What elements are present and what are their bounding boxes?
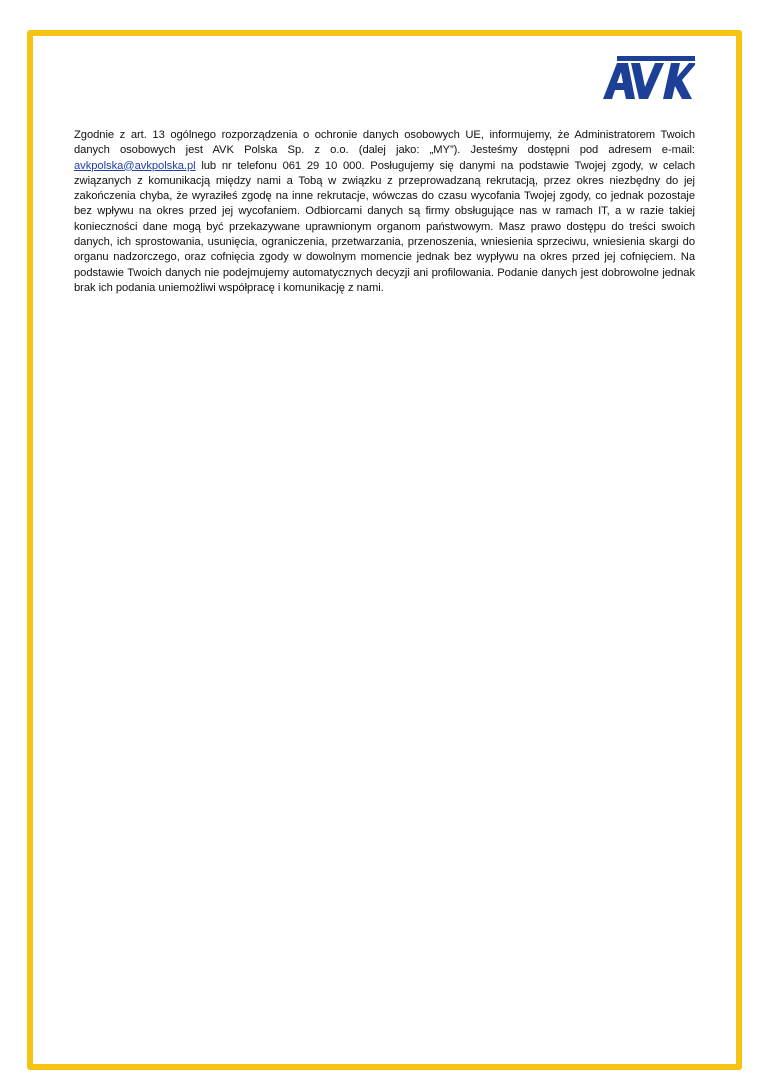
privacy-notice — [74, 128, 695, 296]
notice-text-part1: Zgodnie z art. 13 ogólnego rozporządzenia o ochronie danych osobowych UE, informujemy, że Administratorem Twoich danych osobowych jest AVK Polska Sp. z o.o. (dalej jako: „MY”). Jesteśmy dostępni pod adresem e-mail: — [74, 129, 695, 157]
email-link[interactable]: avkpolska@avkpolska.pl — [74, 159, 196, 172]
notice-text-part2: lub nr telefonu 061 29 10 000. Posługujemy się danymi na podstawie Twojej zgody, w celach związanych z komunikacją między nami a Tobą w związku z przeprowadzaną rekrutacją, przez okres niezbędny do jej zakończenia chyba, że wyraziłeś zgodę na inne rekrutacje, wówczas do czasu wycofania Twojej zgody, co jednak pozostaje bez wpływu na okres przed jej wycofaniem. Odbiorcami danych są firmy obsługujące nas w ramach IT, a w razie takiej konieczności dane mogą być przekazywane uprawnionym organom państwowym. Masz prawo dostępu do treści swoich danych, ich sprostowania, usunięcia, ograniczenia, przetwarzania, przenoszenia, wniesienia sprzeciwu, wniesienia skargi do organu nadzorczego, oraz cofnięcia zgody w dowolnym momencie jednak bez wypływu na okres przed jej cofnięciem. Na podstawie Twoich danych nie podejmujemy automatycznych decyzji ani profilowania. Podanie danych jest dobrowolne jednak brak ich podania uniemożliwi współpracę i komunikację z nami. — [74, 159, 695, 294]
avk-logo-icon — [603, 56, 695, 99]
